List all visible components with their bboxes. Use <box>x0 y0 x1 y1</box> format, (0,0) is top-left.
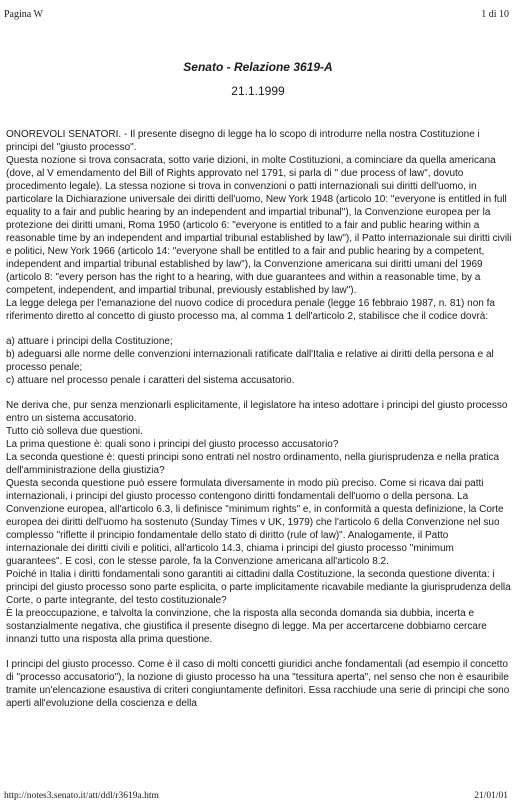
paragraph-seconda-questione: La seconda questione è: questi principi sono entrati nel nostro ordinamento, nella giurisprudenza e nella pratica dell'amministrazione della giustizia? <box>6 452 500 476</box>
document-title: Senato - Relazione 3619-A <box>183 60 333 74</box>
paragraph-ne-deriva: Ne deriva che, pur senza menzionarli esplicitamente, il legislatore ha inteso adottare i principi del giusto processo entro un sistema accusatorio. <box>6 400 508 424</box>
paragraph-preoccupazione: È la preoccupazione, e talvolta la convinzione, che la risposta alla seconda domanda sia dubbia, incerta e sostanzialmente negativa, che giustifica il presente disegno di legge. Ma per accertarcene dobbiamo cercare innanzi tutto una risposta alla prima questione. <box>6 608 487 645</box>
paragraph-principi-giusto-processo: I principi del giusto processo. Come è il caso di molti concetti giuridici anche fondamentali (ad esempio il concetto di "processo accusatorio"), la nozione di giusto processo ha una "tessitura aperta", nel senso che non è esauribile tramite un'elencazione esaustiva di criteri congiuntamente definitori. Essa racchiude una serie di principi che sono aperti all'evoluzione della coscienza e della <box>6 659 510 709</box>
spacer <box>6 323 512 335</box>
document-date: 21.1.1999 <box>231 84 285 98</box>
list-item-a: a) attuare i principi della Costituzione; <box>6 336 173 347</box>
document-body <box>6 128 512 710</box>
paragraph-legge-delega: La legge delega per l'emanazione del nuovo codice di procedura penale (legge 16 febbraio 1987, n. 81) non fa riferimento diretto al concetto di giusto processo ma, al comma 1 dell'articolo 2, stabilisce che il codice dovrà: <box>6 298 495 322</box>
list-item-c: c) attuare nel processo penale i caratteri del sistema accusatorio. <box>6 375 295 386</box>
paragraph-due-questioni: Tutto ciò solleva due questioni. <box>6 426 143 437</box>
paragraph-formulazione: Questa seconda questione può essere formulata diversamente in modo più preciso. Come si ricava dai patti internazionali, i principi del giusto processo contengono diritti fondamentali dell'uomo o della persona. La Convenzione europea, all'articolo 6.3, li definisce "minimum rights" e, in conformità a questa definizione, la Corte europea dei diritti dell'uomo ha sostenuto (Sunday Times v UK, 1979) che l'articolo 6 della Convenzione nel suo complesso "riflette il principio fondamentale dello stato di diritto (rule of law)". Analogamente, il Patto internazionale dei diritti civili e politici, all'articolo 14.3, chiama i principi del giusto processo "minimum guarantees". E così, con le stesse parole, fa la Convenzione americana all'articolo 8.2. <box>6 478 504 567</box>
list-item-b: b) adeguarsi alle norme delle convenzioni internazionali ratificate dall'Italia e relative ai diritti della persona e al processo penale; <box>6 349 494 373</box>
print-date: 21/01/01 <box>474 791 508 801</box>
page-header-label: Pagina W <box>4 9 43 20</box>
spacer <box>6 646 512 658</box>
spacer <box>6 387 512 399</box>
page-counter: 1 di 10 <box>481 9 509 20</box>
intro-paragraph: ONOREVOLI SENATORI. - Il presente disegno di legge ha lo scopo di introdurre nella nostra Costituzione i principi del "giusto processo". <box>6 129 480 153</box>
paragraph-diritti-fondamentali: Poiché in Italia i diritti fondamentali sono garantiti ai cittadini dalla Costituzione, la seconda questione diventa: i principi del giusto processo sono parte esplicita, o parte implicitamente ricavabile mediante la giurisprudenza della Corte, o parte integrante, del testo costituzionale? <box>6 569 511 606</box>
page-url: http://notes3.senato.it/att/ddl/r3619a.htm <box>4 791 159 801</box>
paragraph-due-process: Questa nozione si trova consacrata, sotto varie dizioni, in molte Costituzioni, a cominciare da quella americana (dove, al V emendamento del Bill of Rights approvato nel 1791, si parla di " due process of law", dovuto procedimento legale). La stessa nozione si trova in convenzioni o patti internazionali sui diritti dell'uomo, in particolare la Dichiarazione universale dei diritti dell'uomo, New York 1948 (articolo 10: "everyone is entitled in full equality to a fair and public hearing by an independent and impartial tribunal"), la Convenzione europea per la protezione dei diritti umani, Roma 1950 (articolo 6: "everyone is entitled to a fair and public hearing within a reasonable time by an independent and impartial tribunal established by law"), il Patto internazionale sui diritti civili e politici, New York 1966 (articolo 14: "everyone shall be entitled to a fair and public hearing by a competent, independent and impartial tribunal established by law"), la Convenzione americana sui diritti umani del 1969 (articolo 8: "every person has the right to a hearing, with due guarantees and within a reasonable time, by a competent, independent, and impartial tribunal, previously established by law"). <box>6 155 512 296</box>
paragraph-prima-questione: La prima questione è: quali sono i principi del giusto processo accusatorio? <box>6 439 339 450</box>
